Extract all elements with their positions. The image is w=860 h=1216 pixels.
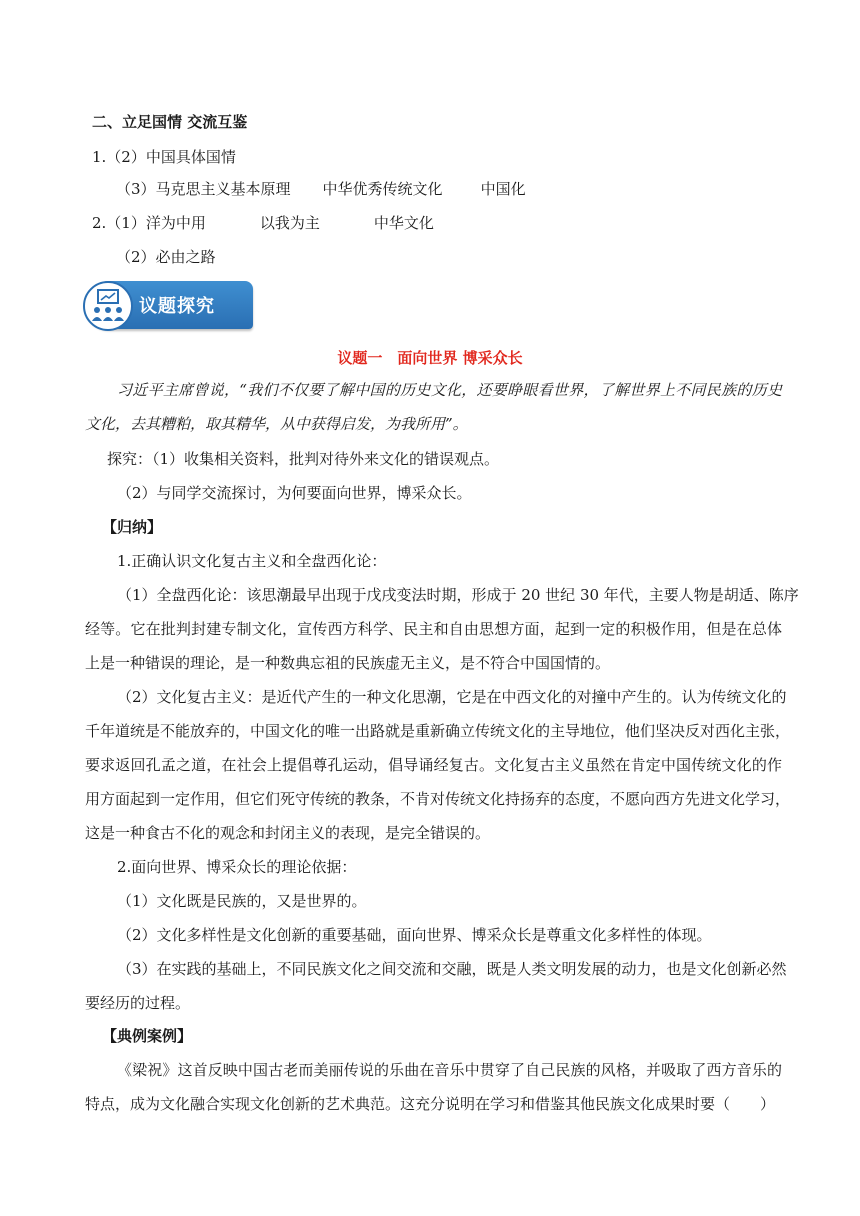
meeting-presentation-icon <box>85 283 131 329</box>
summary-p1b-line-4: 用方面起到一定作用，但它们死守传统的教条，不肯对传统文化持扬弃的态度，不愿向西方先进文化学习， <box>85 790 791 808</box>
answer-1-3-c: 中国化 <box>480 180 526 198</box>
answer-2-1 <box>92 213 434 233</box>
summary-p2-title: 2.面向世界、博采众长的理论依据： <box>117 858 357 876</box>
explore-line-2: （2）与同学交流探讨，为何要面向世界，博采众长。 <box>117 484 472 502</box>
summary-p1a-line-1: （1）全盘西化论：该思潮最早出现于戊戌变法时期，形成于 20 世纪 30 年代，主要人物是胡适、陈序 <box>117 586 799 604</box>
summary-heading: 【归纳】 <box>102 518 163 536</box>
summary-p1-title: 1.正确认识文化复古主义和全盘西化论： <box>117 552 387 570</box>
answer-2-2: （2）必由之路 <box>116 248 216 266</box>
answer-1-3 <box>116 179 526 199</box>
example-line-1: 《梁祝》这首反映中国古老而美丽传说的乐曲在音乐中贯穿了自己民族的风格，并吸取了西方音乐的 <box>117 1061 782 1079</box>
summary-p2-item-1: （1）文化既是民族的，又是世界的。 <box>117 892 367 910</box>
quote-line-1: 习近平主席曾说，“我们不仅要了解中国的历史文化，还要睁眼看世界，了解世界上不同民族的历史 <box>117 381 782 399</box>
summary-p1b-line-3: 要求返回孔孟之道，在社会上提倡尊孔运动，倡导诵经复古。文化复古主义虽然在肯定中国传统文化的作 <box>85 756 782 774</box>
banner-label: 议题探究 <box>139 296 215 317</box>
summary-p1b-line-1: （2）文化复古主义：是近代产生的一种文化思潮，它是在中西文化的对撞中产生的。认为传统文化的 <box>117 688 787 706</box>
explore-line-1: 探究：（1）收集相关资料，批判对待外来文化的错误观点。 <box>107 450 500 468</box>
topic-banner <box>85 281 253 329</box>
summary-p1b-line-5: 这是一种食古不化的观念和封闭主义的表现，是完全错误的。 <box>85 824 491 842</box>
example-heading: 【典例案例】 <box>102 1027 193 1045</box>
answer-1-3-b: 中华优秀传统文化 <box>322 180 443 198</box>
section-heading: 二、立足国情 交流互鉴 <box>92 113 248 131</box>
quote-line-2: 文化，去其糟粕，取其精华，从中获得启发，为我所用”。 <box>85 415 468 433</box>
banner-icon-circle <box>83 281 133 331</box>
answer-1-3-a: （3）马克思主义基本原理 <box>116 180 291 198</box>
summary-p2-item-2: （2）文化多样性是文化创新的重要基础，面向世界、博采众长是尊重文化多样性的体现。 <box>117 926 712 944</box>
summary-p1b-line-2: 千年道统是不能放弃的，中国文化的唯一出路就是重新确立传统文化的主导地位，他们坚决反对西化主张， <box>85 722 791 740</box>
answer-2-1-b: 以我为主 <box>259 214 320 232</box>
example-line-2: 特点，成为文化融合实现文化创新的艺术典范。这充分说明在学习和借鉴其他民族文化成果时要（ ） <box>85 1095 776 1113</box>
answer-2-1-a: 2.（1）洋为中用 <box>92 214 206 232</box>
answer-1-2: 1.（2）中国具体国情 <box>92 148 236 166</box>
summary-p2-3-line-2: 要经历的过程。 <box>85 994 191 1012</box>
topic-title: 议题一 面向世界 博采众长 <box>337 349 523 367</box>
summary-p2-3-line-1: （3）在实践的基础上，不同民族文化之间交流和交融，既是人类文明发展的动力，也是文化创新必然 <box>117 960 787 978</box>
answer-2-1-c: 中华文化 <box>373 214 434 232</box>
summary-p1a-line-3: 上是一种错误的理论，是一种数典忘祖的民族虚无主义，是不符合中国国情的。 <box>85 654 611 672</box>
summary-p1a-line-2: 经等。它在批判封建专制文化，宣传西方科学、民主和自由思想方面，起到一定的积极作用，但是在总体 <box>85 620 782 638</box>
